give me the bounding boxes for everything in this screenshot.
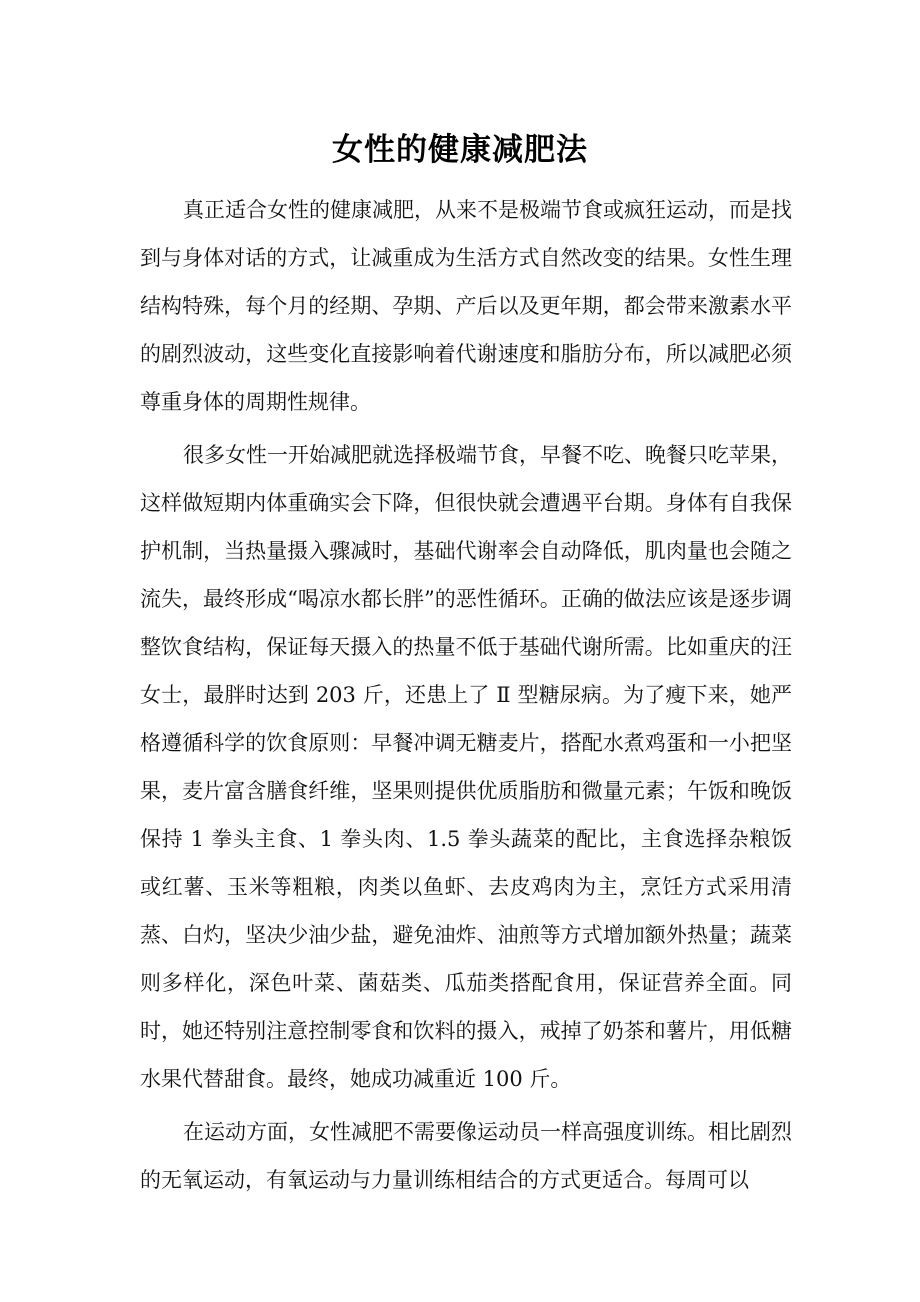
paragraph-exercise: 在运动方面，女性减肥不需要像运动员一样高强度训练。相比剧烈的无氧运动，有氧运动与力量训练相结合的方式更适合。每周可以: [140, 1120, 792, 1192]
paragraph-intro: 真正适合女性的健康减肥，从来不是极端节食或疯狂运动，而是找到与身体对话的方式，让减重成为生活方式自然改变的结果。女性生理结构特殊，每个月的经期、孕期、产后以及更年期，都会带来激素水平的剧烈波动，这些变化直接影响着代谢速度和脂肪分布，所以减肥必须尊重身体的周期性规律。: [140, 198, 792, 414]
paragraph-diet: 很多女性一开始减肥就选择极端节食，早餐不吃、晚餐只吃苹果，这样做短期内体重确实会下降，但很快就会遭遇平台期。身体有自我保护机制，当热量摄入骤减时，基础代谢率会自动降低，肌肉量也会随之流失，最终形成“喝凉水都长胖”的恶性循环。正确的做法应该是逐步调整饮食结构，保证每天摄入的热量不低于基础代谢所需。比如重庆的汪女士，最胖时达到 203 斤，还患上了 Ⅱ 型糖尿病。为了瘦下来，她严格遵循科学的饮食原则：早餐冲调无糖麦片，搭配水煮鸡蛋和一小把坚果，麦片富含膳食纤维，坚果则提供优质脂肪和微量元素；午饭和晚饭保持 1 拳头主食、1 拳头肉、1.5 拳头蔬菜的配比，主食选择杂粮饭或红薯、玉米等粗粮，肉类以鱼虾、去皮鸡肉为主，烹饪方式采用清蒸、白灼，坚决少油少盐，避免油炸、油煎等方式增加额外热量；蔬菜则多样化，深色叶菜、菌菇类、瓜茄类搭配食用，保证营养全面。同时，她还特别注意控制零食和饮料的摄入，戒掉了奶茶和薯片，用低糖水果代替甜食。最终，她成功减重近 100 斤。: [140, 443, 792, 1091]
document-body: [140, 186, 792, 1209]
document-title: 女性的健康减肥法: [332, 132, 588, 168]
